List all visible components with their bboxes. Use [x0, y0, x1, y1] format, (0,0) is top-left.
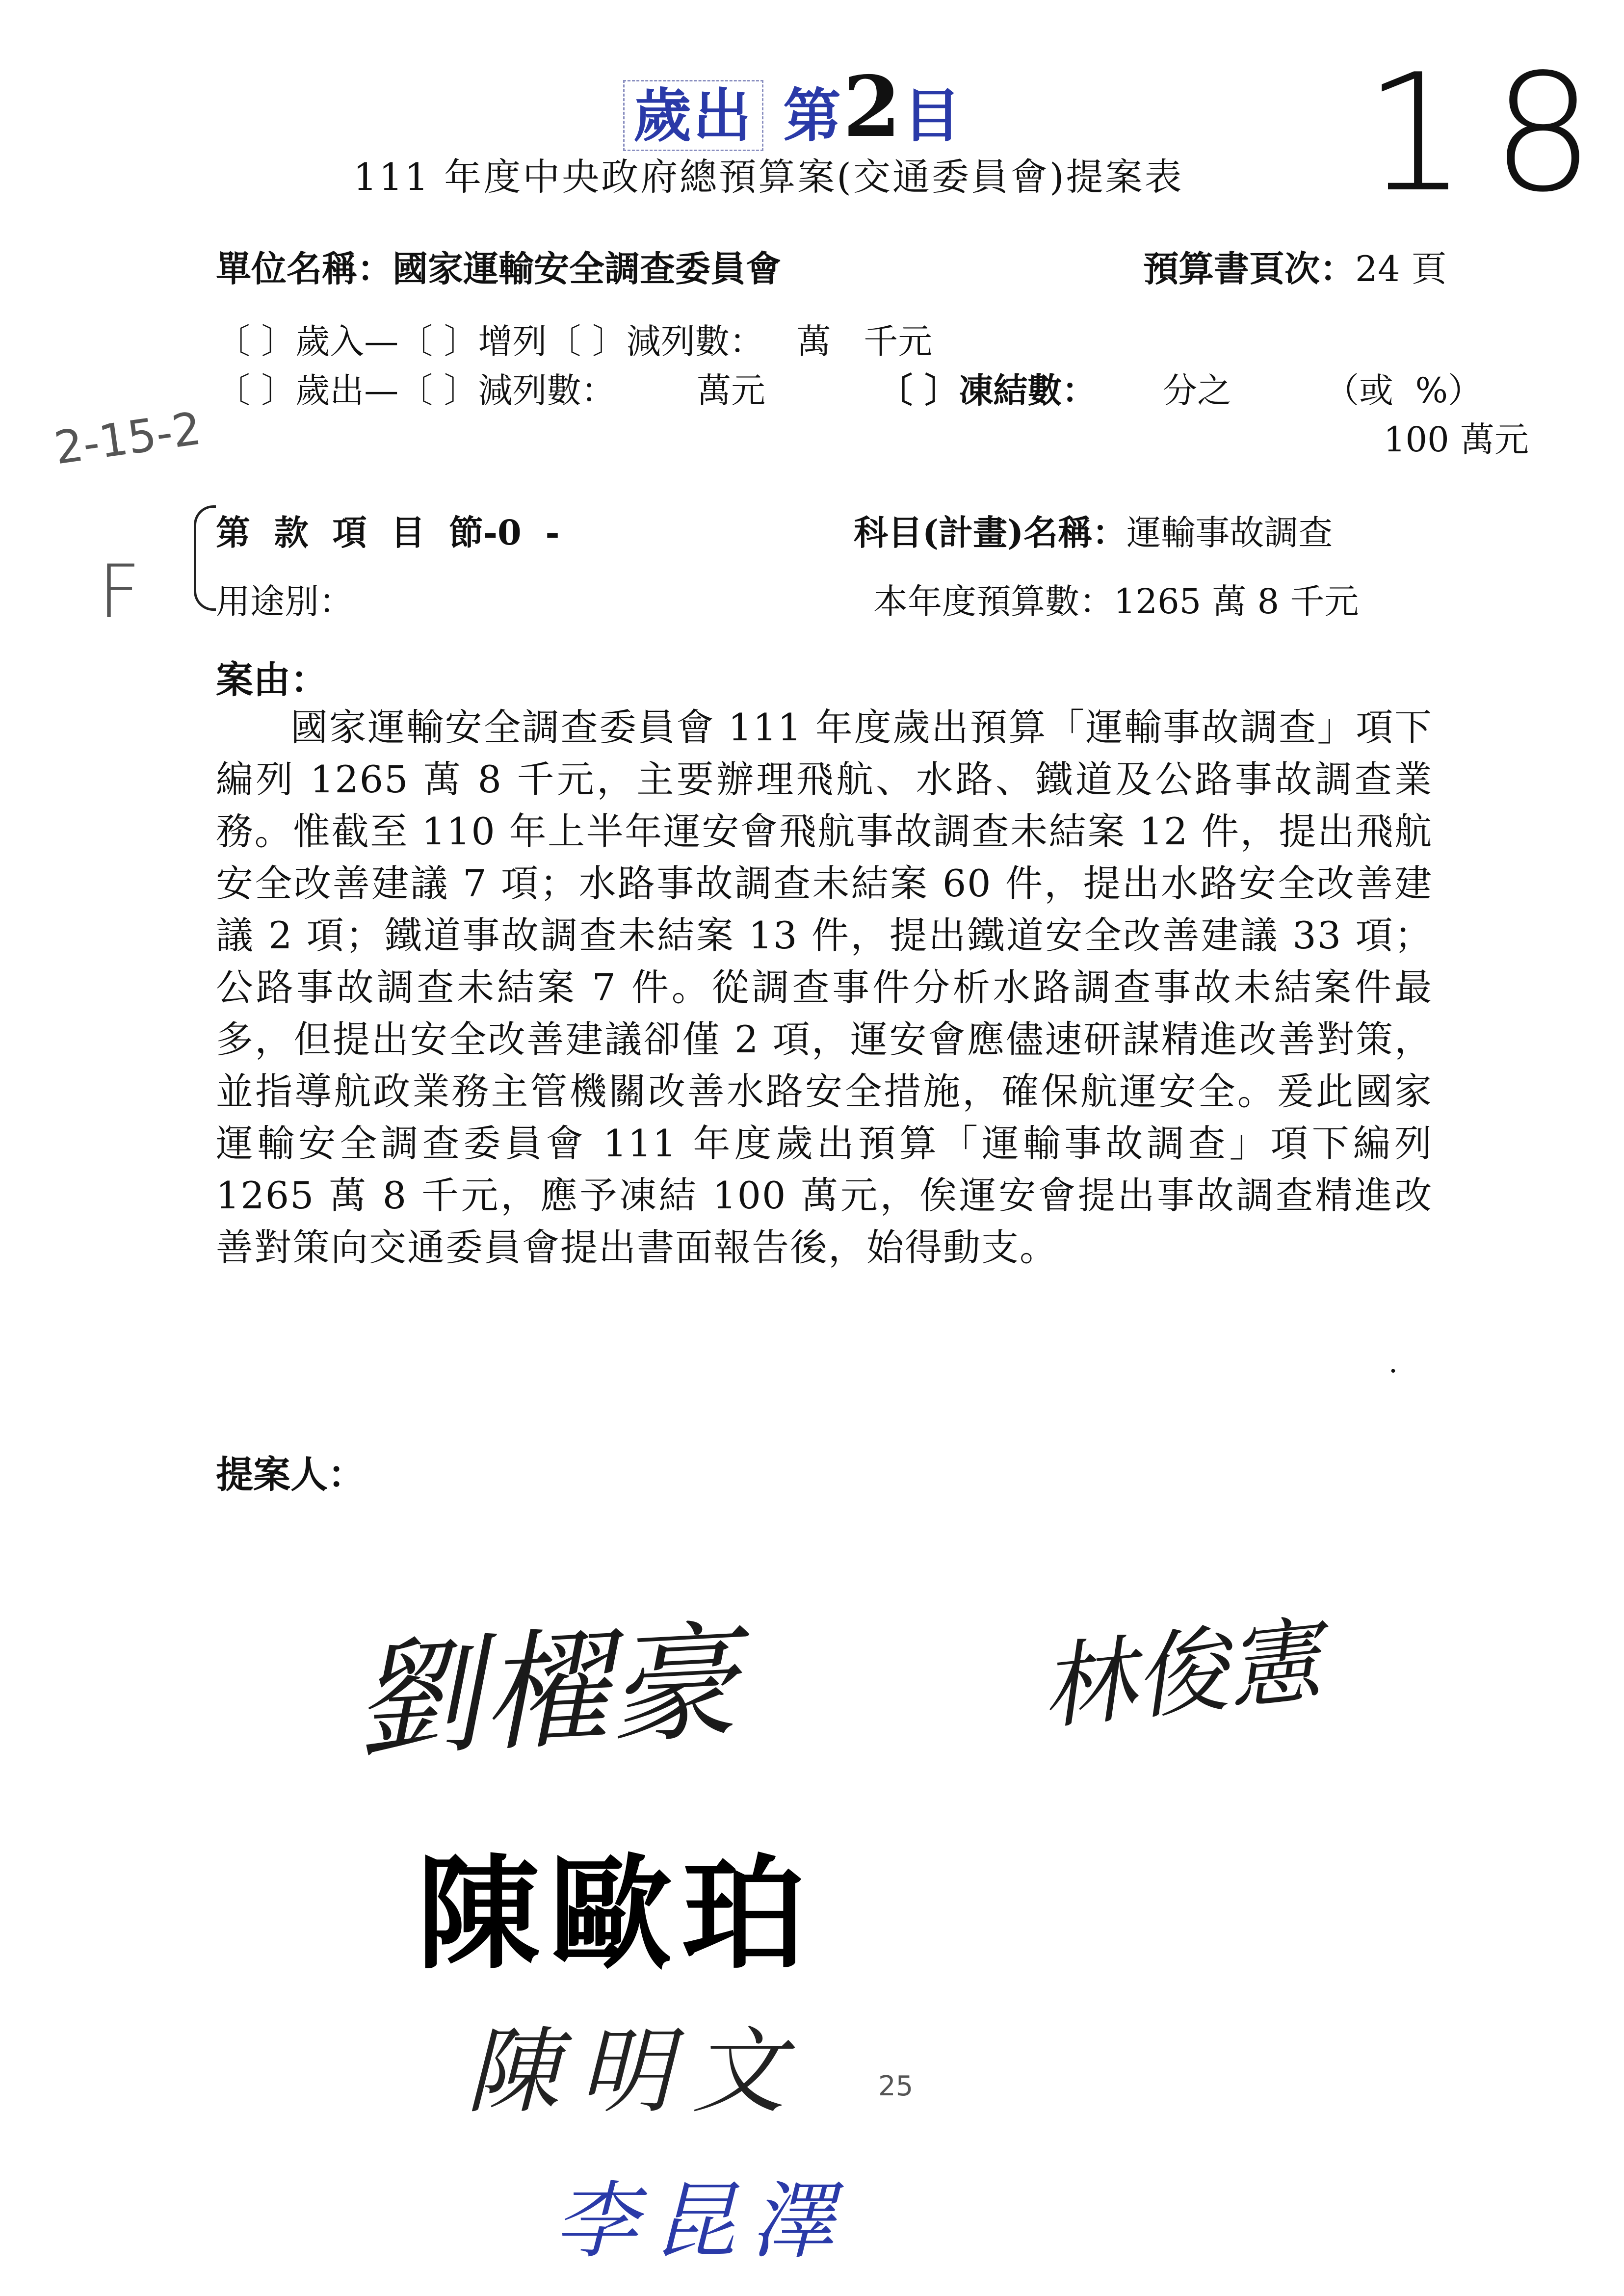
- stamp-item-number: 2: [843, 58, 903, 156]
- reason-body: [216, 702, 1433, 1274]
- reason-heading: 案由：: [216, 658, 328, 702]
- section-label: 第 款 項 目 節-0 -: [216, 512, 560, 553]
- freeze-fraction: 分之: [1163, 370, 1231, 411]
- budget-amount: [873, 574, 1359, 624]
- subject-label: 科目(計畫)名稱：: [854, 512, 1127, 553]
- stamp: [623, 58, 963, 156]
- signature-2: 林俊憲: [1036, 1605, 1326, 1743]
- signature-3: 陳歐珀: [417, 1843, 814, 1985]
- unit-name: 單位名稱：國家運輸安全調查委員會: [216, 248, 782, 289]
- usage-label: 用途別：: [216, 581, 353, 622]
- margin-letter: F: [98, 549, 141, 635]
- subject-value: 運輸事故調查: [1126, 513, 1333, 553]
- proposer-heading: 提案人：: [216, 1453, 365, 1496]
- budget-page-value: 24 頁: [1355, 248, 1447, 289]
- classification-bracket: [194, 505, 216, 611]
- revenue-option-line: 〔 〕歲入—〔 〕增列〔 〕減列數： 萬 千元: [216, 321, 933, 362]
- small-note: 25: [878, 2070, 914, 2102]
- signature-1: 劉櫂豪: [350, 1608, 740, 1776]
- end-mark: ·: [1388, 1354, 1398, 1388]
- budget-page-label: 預算書頁次：: [1143, 248, 1356, 289]
- stamp-item-suffix: 目: [903, 81, 963, 150]
- budget-amount-value: 1265 萬 8 千元: [1114, 581, 1359, 622]
- document-title: 111 年度中央政府總預算案(交通委員會)提案表: [353, 155, 1184, 199]
- budget-amount-label: 本年度預算數：: [873, 581, 1114, 622]
- freeze-label: 〔 〕凍結數：: [878, 370, 1097, 411]
- margin-note: 2-15-2: [51, 402, 205, 475]
- stamp-item-prefix: 第: [783, 81, 843, 150]
- budget-page: [1143, 240, 1447, 291]
- freeze-percent: （或 %）: [1325, 370, 1483, 411]
- expenditure-option-prefix: 〔 〕歲出—〔 〕減列數：: [216, 370, 616, 411]
- expenditure-unit: 萬元: [697, 370, 765, 411]
- stamp-category: 歲出: [623, 80, 763, 151]
- signature-5: 李昆澤: [554, 2173, 849, 2270]
- signature-4: 陳明文: [466, 2017, 805, 2126]
- subject: [854, 505, 1333, 555]
- handwritten-page-number: 18: [1364, 39, 1619, 228]
- reason-text: 國家運輸安全調查委員會 111 年度歲出預算「運輸事故調查」項下編列 1265 萬 8 千元，主要辦理飛航、水路、鐵道及公路事故調查業務。惟截至 110 年上半年運安會飛航事故調查未結案 12 件，提出飛航安全改善建議 7 項；水路事故調查未結案 60 件，提出水路安全改善建議 2 項；鐵道事故調查未結案 13 件，提出鐵道安全改善建議 33 項；公路事故調查未結案 7 件。從調查事件分析水路調查事故未結案件最多，但提出安全改善建議卻僅 2 項，運安會應儘速研謀精進改善對策，並指導航政業務主管機關改善水路安全措施，確保航運安全。爰此國家運輸安全調查委員會 111 年度歲出預算「運輸事故調查」項下編列 1265 萬 8 千元，應予凍結 100 萬元，俟運安會提出事故調查精進改善對策向交通委員會提出書面報告後，始得動支。: [216, 705, 1433, 1269]
- freeze-amount: 100 萬元: [1384, 419, 1529, 460]
